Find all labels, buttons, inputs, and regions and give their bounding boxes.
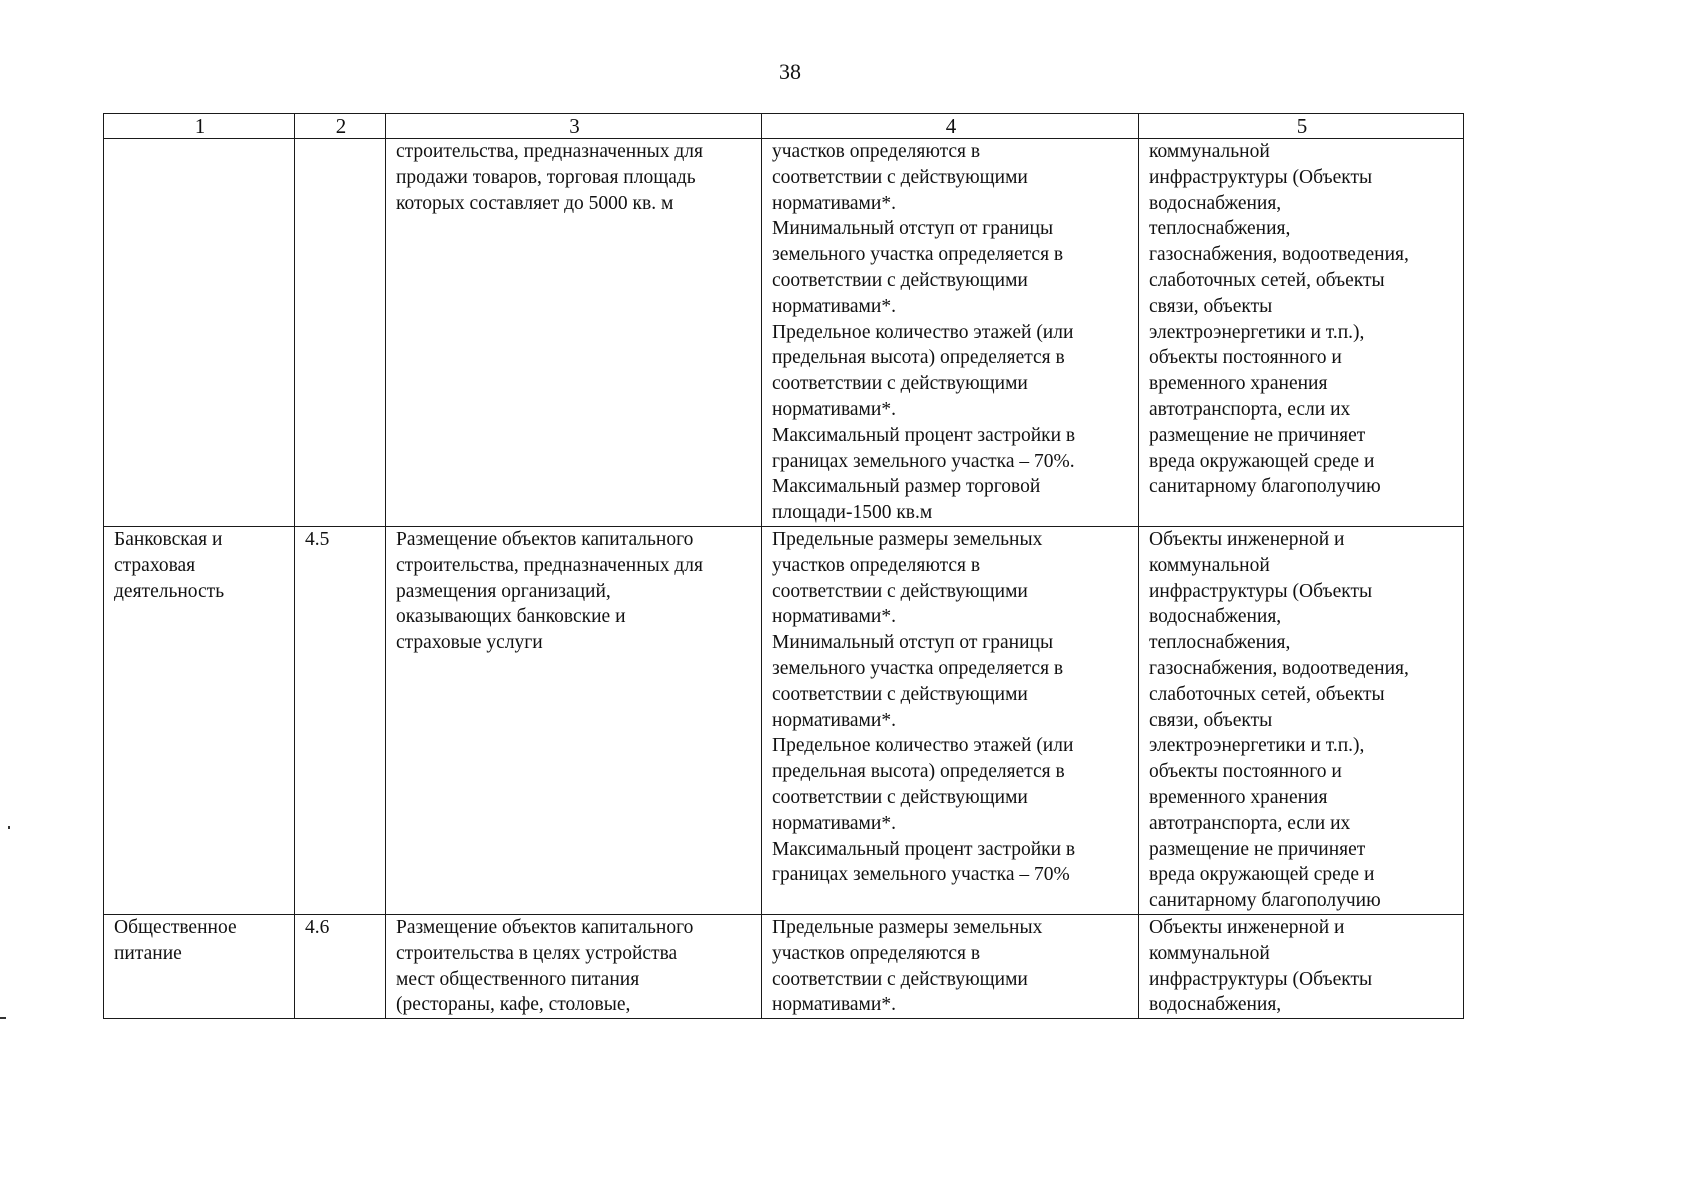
scan-edge-mark — [8, 826, 10, 829]
use-description-cell: Размещение объектов капитального строительства, предназначенных для размещения организаций, оказывающих банковские и страховые услуги — [386, 526, 762, 914]
column-header-1: 1 — [104, 114, 295, 139]
use-code-cell — [295, 139, 386, 527]
use-name-cell: Банковская и страховая деятельность — [104, 526, 295, 914]
zoning-table — [103, 113, 1464, 1019]
column-header-4: 4 — [762, 114, 1139, 139]
column-header-2: 2 — [295, 114, 386, 139]
table-row-banking — [104, 526, 1464, 914]
use-code-cell: 4.5 — [295, 526, 386, 914]
column-header-5: 5 — [1139, 114, 1464, 139]
auxiliary-uses-cell: Объекты инженерной и коммунальной инфраструктуры (Объекты водоснабжения, теплоснабжения, газоснабжения, водоотведения, слаботочных сетей, объекты связи, объекты электроэнергетики и т.п.), объекты постоянного и временного хранения автотранспорта, если их размещение не причиняет вреда окружающей среде и санитарному благополучию — [1139, 526, 1464, 914]
parameters-cell: Предельные размеры земельных участков определяются в соответствии с действующими нормативами*. Минимальный отступ от границы земельного участка определяется в соответствии с действующими нормативами*. Предельное количество этажей (или предельная высота) определяется в соответствии с действующими нормативами*. Максимальный процент застройки в границах земельного участка – 70% — [762, 526, 1139, 914]
use-name-cell: Общественное питание — [104, 914, 295, 1018]
column-header-3: 3 — [386, 114, 762, 139]
scan-edge-mark — [0, 1017, 6, 1019]
use-name-cell — [104, 139, 295, 527]
auxiliary-uses-cell: Объекты инженерной и коммунальной инфраструктуры (Объекты водоснабжения, — [1139, 914, 1464, 1018]
table-row-public-catering — [104, 914, 1464, 1018]
page-number: 38 — [779, 59, 801, 84]
table-row-retail-continuation — [104, 139, 1464, 527]
parameters-cell: участков определяются в соответствии с действующими нормативами*. Минимальный отступ от границы земельного участка определяется в соответствии с действующими нормативами*. Предельное количество этажей (или предельная высота) определяется в соответствии с действующими нормативами*. Максимальный процент застройки в границах земельного участка – 70%. Максимальный размер торговой площади-1500 кв.м — [762, 139, 1139, 527]
use-code-cell: 4.6 — [295, 914, 386, 1018]
parameters-cell: Предельные размеры земельных участков определяются в соответствии с действующими нормативами*. — [762, 914, 1139, 1018]
auxiliary-uses-cell: коммунальной инфраструктуры (Объекты водоснабжения, теплоснабжения, газоснабжения, водоотведения, слаботочных сетей, объекты связи, объекты электроэнергетики и т.п.), объекты постоянного и временного хранения автотранспорта, если их размещение не причиняет вреда окружающей среде и санитарному благополучию — [1139, 139, 1464, 527]
use-description-cell: Размещение объектов капитального строительства в целях устройства мест общественного питания (рестораны, кафе, столовые, — [386, 914, 762, 1018]
use-description-cell: строительства, предназначенных для продажи товаров, торговая площадь которых составляет до 5000 кв. м — [386, 139, 762, 527]
table-header-row — [104, 114, 1464, 139]
